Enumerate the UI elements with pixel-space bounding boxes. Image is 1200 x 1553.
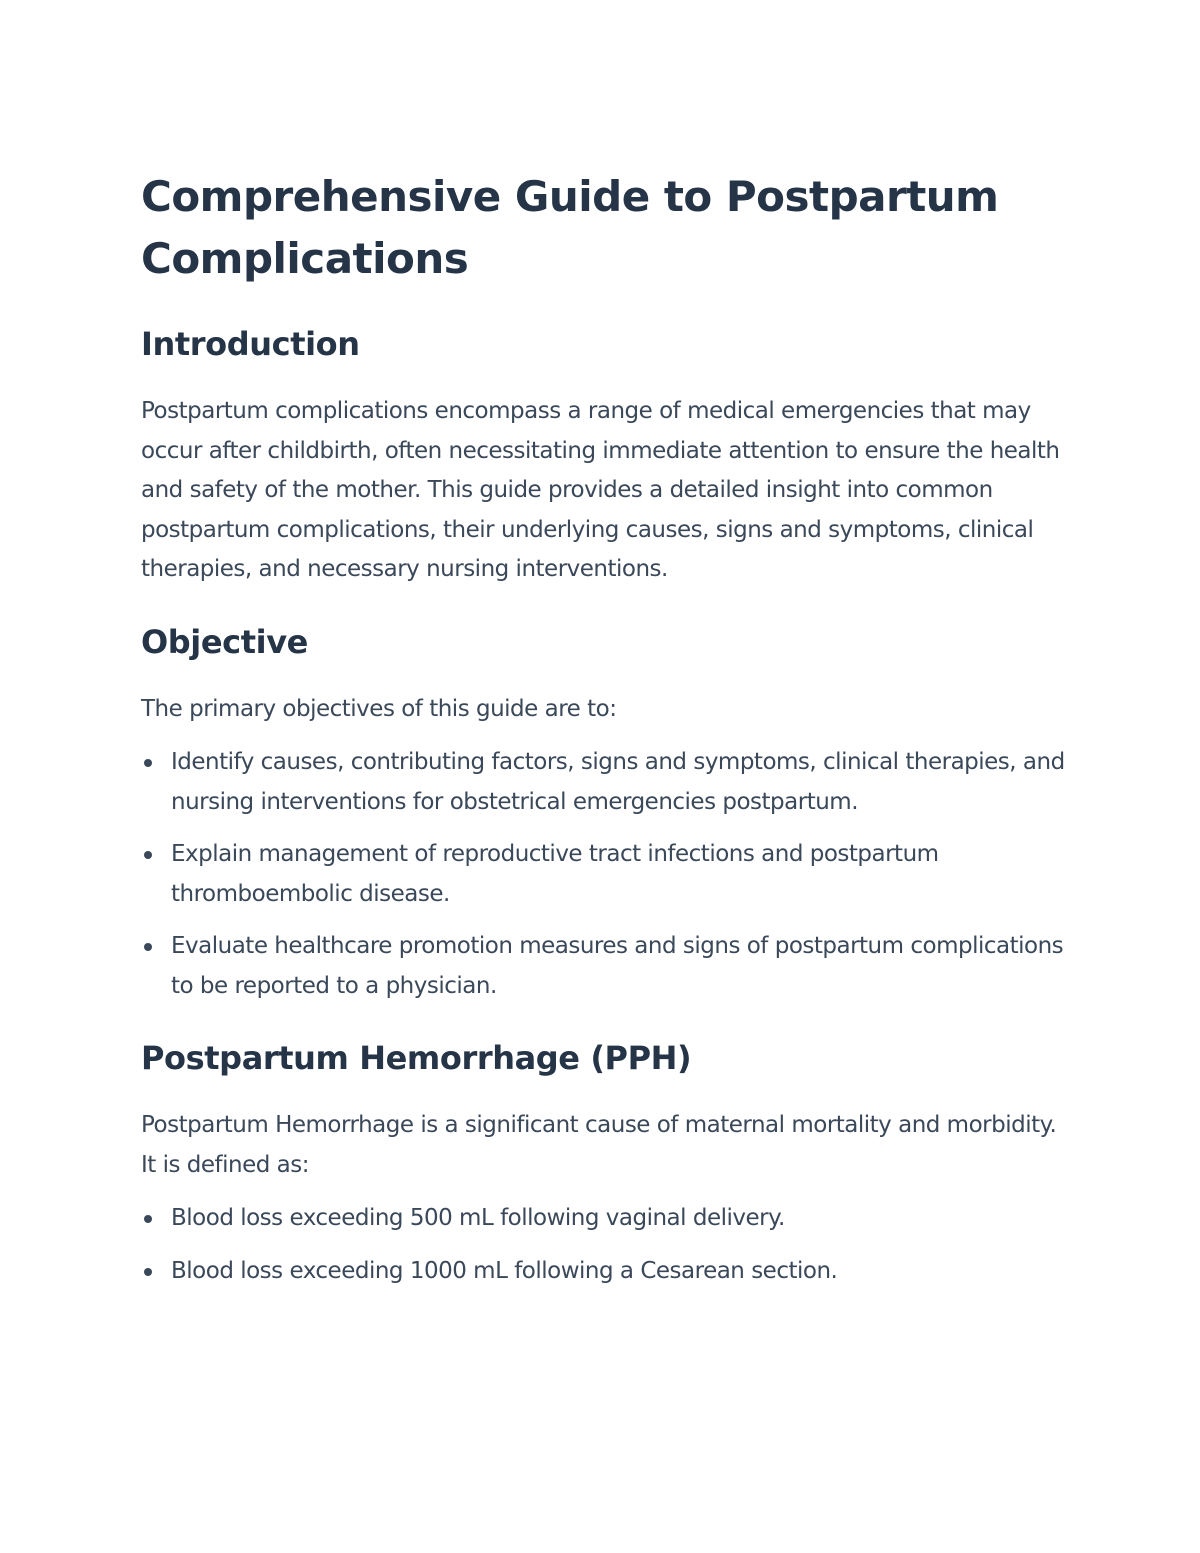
pph-heading: Postpartum Hemorrhage (PPH) — [141, 1039, 692, 1077]
document-title: Comprehensive Guide to Postpartum Complications — [141, 172, 999, 283]
list-item — [141, 1199, 1071, 1239]
pph-paragraph: Postpartum Hemorrhage is a significant cause of maternal mortality and morbidity. It is defined as: — [141, 1112, 1057, 1178]
list-item-text: Blood loss exceeding 500 mL following vaginal delivery. — [171, 1205, 785, 1231]
bullet-icon — [144, 1268, 152, 1276]
list-item-text: Explain management of reproductive tract infections and postpartum thromboembolic disease. — [171, 841, 939, 907]
list-item-text: Identify causes, contributing factors, signs and symptoms, clinical therapies, and nursing interventions for obstetrical emergencies postpartum. — [171, 749, 1065, 815]
bullet-icon — [144, 851, 152, 859]
bullet-icon — [144, 943, 152, 951]
bullet-icon — [144, 759, 152, 767]
document-page — [141, 166, 1071, 1291]
bullet-icon — [144, 1215, 152, 1223]
objective-paragraph: The primary objectives of this guide are to: — [141, 695, 617, 722]
pph-definition-list — [141, 1199, 1071, 1291]
list-item-text: Evaluate healthcare promotion measures and signs of postpartum complications to be reported to a physician. — [171, 933, 1064, 999]
list-item-text: Blood loss exceeding 1000 mL following a Cesarean section. — [171, 1257, 838, 1284]
list-item — [141, 743, 1071, 822]
objective-heading: Objective — [141, 622, 308, 661]
list-item — [141, 927, 1071, 1006]
introduction-paragraph: Postpartum complications encompass a range of medical emergencies that may occur after childbirth, often necessitating immediate attention to ensure the health and safety of the mother. This guide provides a detailed insight into common postpartum complications, their underlying causes, signs and symptoms, clinical therapies, and necessary nursing interventions. — [141, 398, 1060, 582]
introduction-heading: Introduction — [141, 325, 360, 363]
list-item — [141, 835, 1071, 914]
list-item — [141, 1252, 1071, 1292]
objectives-list — [141, 743, 1071, 1006]
